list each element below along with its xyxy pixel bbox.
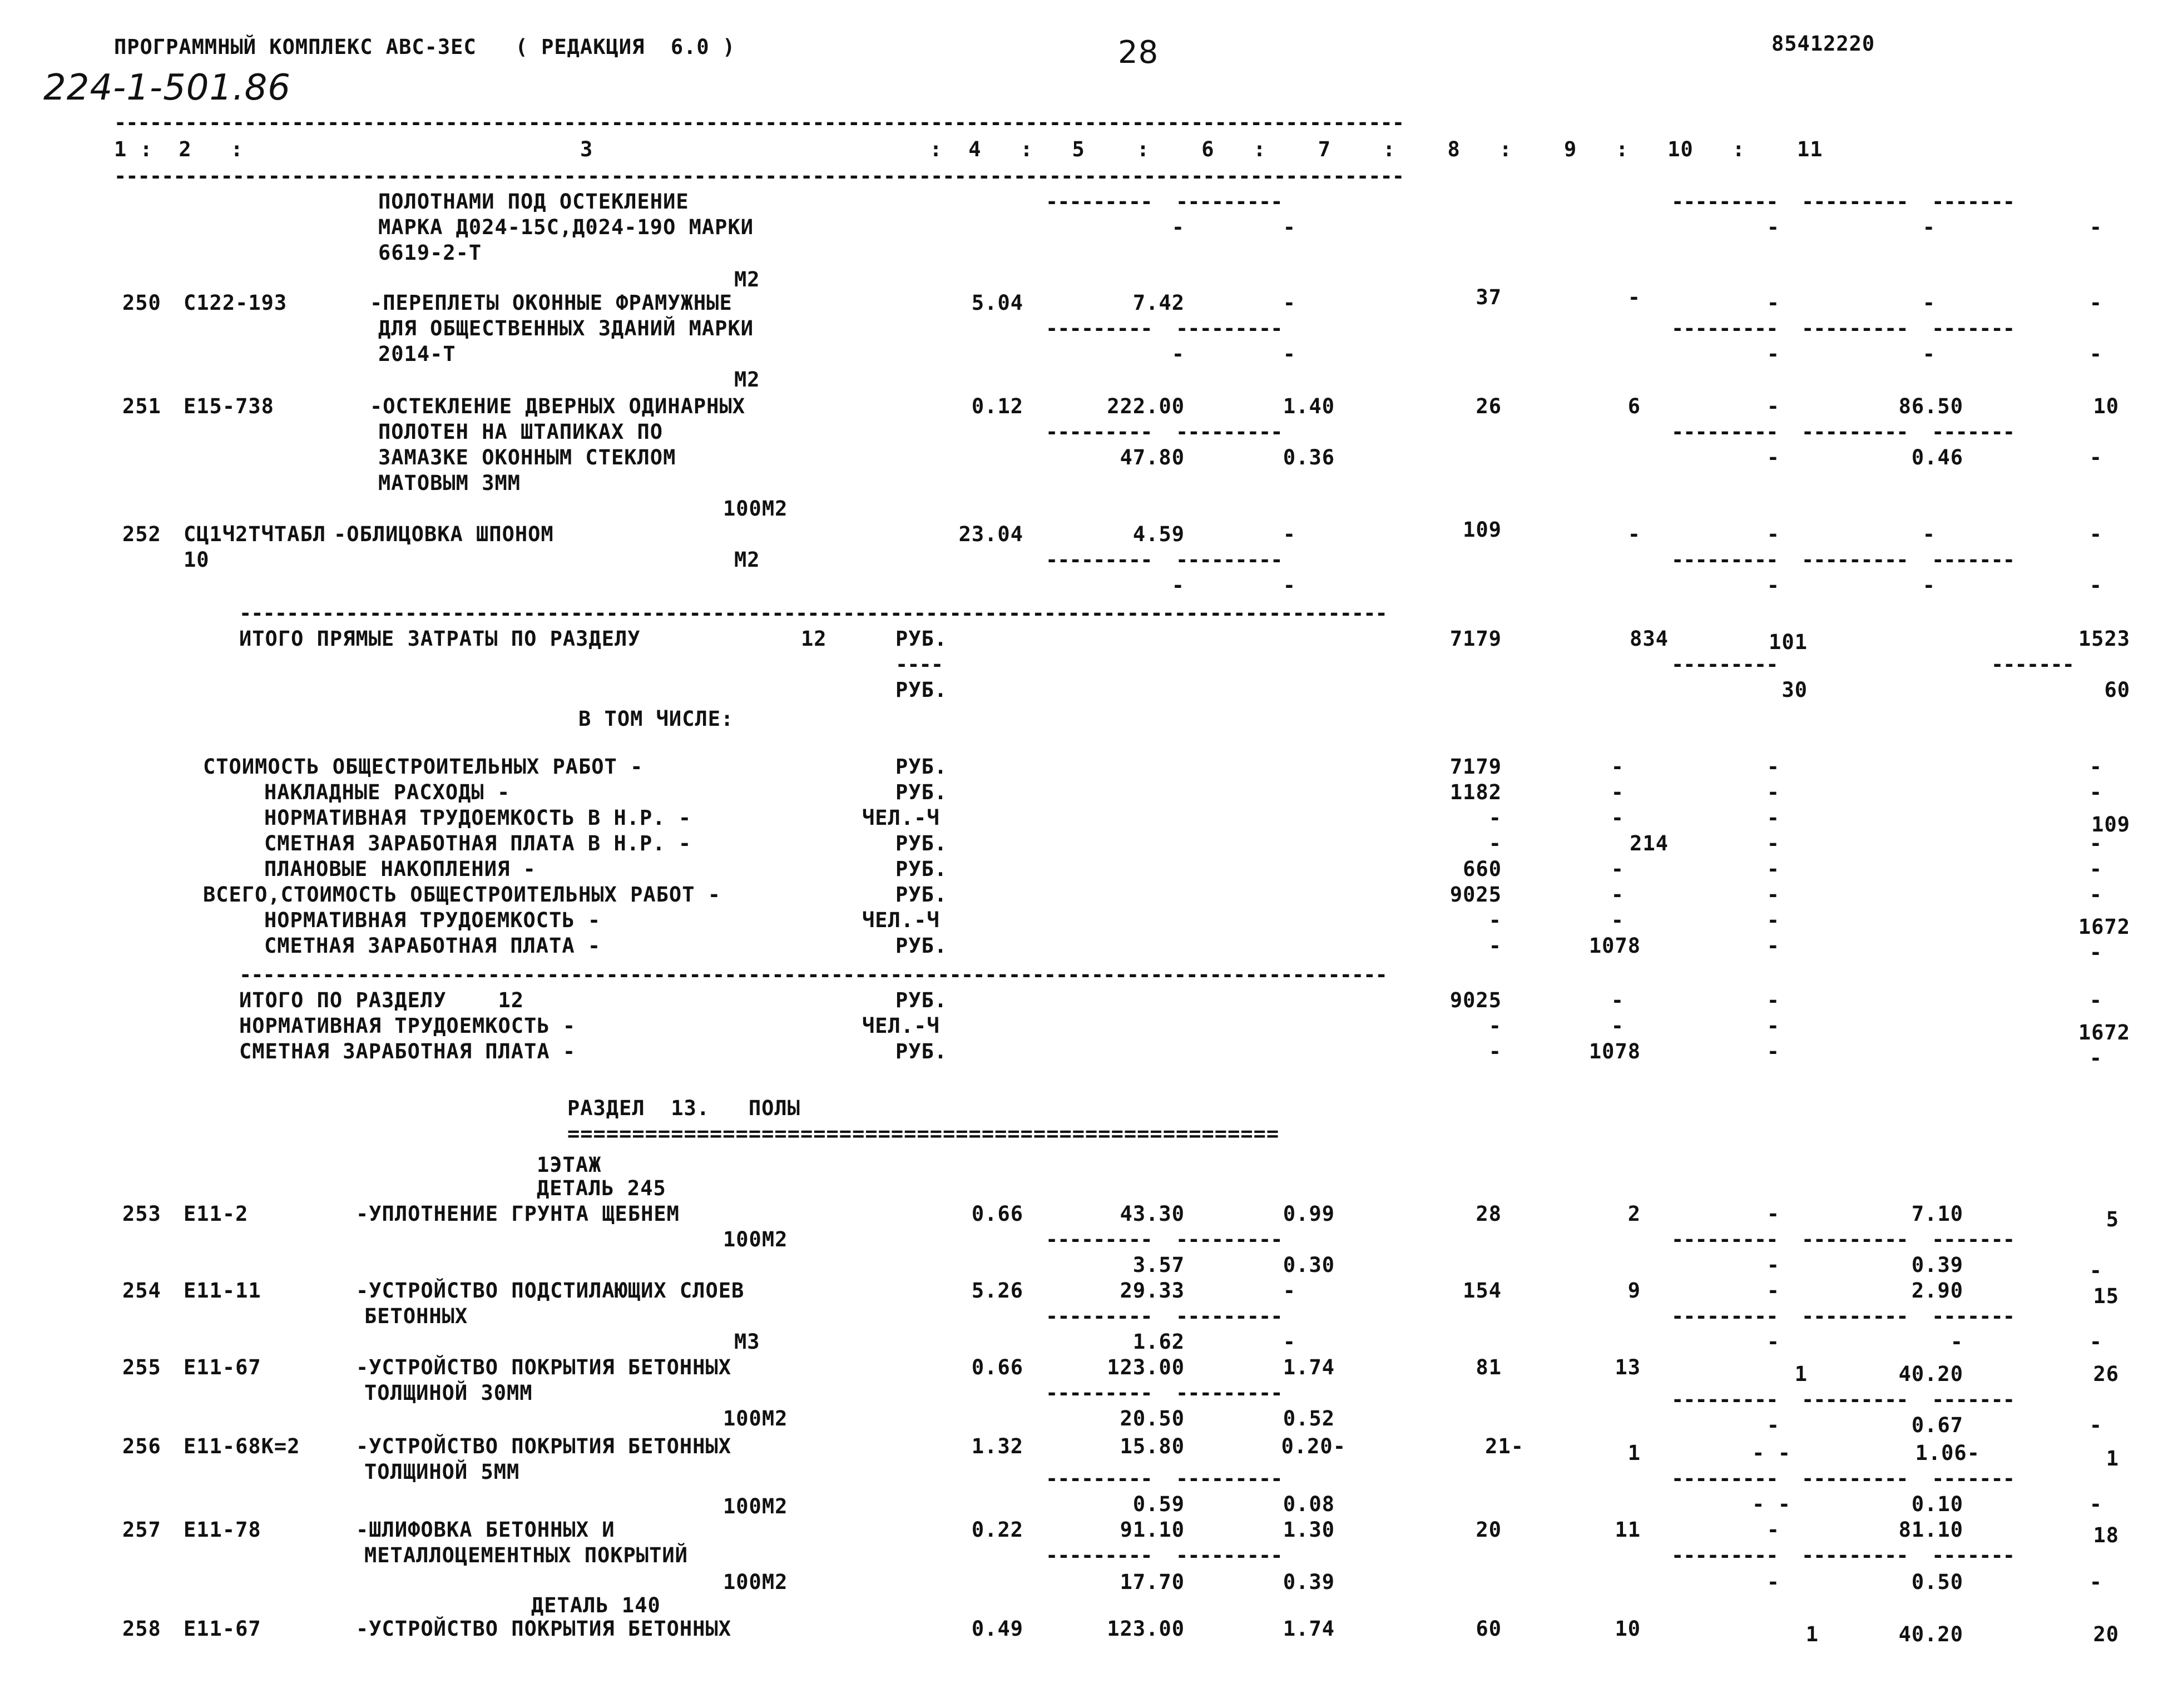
section-total-c7: 9025 (1449, 988, 1502, 1012)
item-desc-line: 2014-Т (378, 342, 456, 366)
section-total-c9: - (1766, 988, 1780, 1012)
item-code: Е11-2 (184, 1202, 249, 1226)
cell-c11: - (2089, 291, 2102, 315)
separator-line: ------------------------------------------------------------------------------------------------------------- (114, 164, 1404, 188)
cell-c7: 28 (1476, 1202, 1502, 1226)
item-unit: М2 (734, 548, 760, 572)
breakdown-c7: - (1488, 934, 1502, 958)
breakdown-c9: - (1766, 806, 1780, 830)
breakdown-label: НОРМАТИВНАЯ ТРУДОЕМКОСТЬ В Н.Р. - (264, 806, 692, 830)
col-10: 10 (1667, 137, 1694, 161)
cell-c11b: - (2089, 1492, 2102, 1516)
item-code: Е15-738 (184, 394, 274, 418)
cell-c9: - - (1752, 1441, 1791, 1465)
breakdown-c9: - (1766, 934, 1780, 958)
item-desc-line: МАРКА Д024-15С,Д024-19О МАРКИ (378, 215, 754, 239)
section-total-c11: - (2089, 988, 2102, 1012)
dash-rule: --------- --------- (1046, 316, 1283, 340)
item-desc-line: ТОЛЩИНОЙ 30ММ (364, 1381, 533, 1405)
item-unit: М2 (734, 268, 760, 291)
cell-c8: 10 (1615, 1617, 1641, 1641)
separator-line: ------------------------------------------------------------------------------------------------- (239, 601, 1387, 625)
breakdown-c8: 1078 (1588, 934, 1641, 958)
cell-c11b: - (2089, 1259, 2102, 1283)
total-direct-label: ИТОГО ПРЯМЫЕ ЗАТРАТЫ ПО РАЗДЕЛУ (239, 627, 641, 651)
cell-c10b: - (1950, 1330, 1963, 1354)
item-code: Е11-11 (184, 1279, 261, 1303)
col-7: 7 (1318, 137, 1332, 161)
item-number-cont: 10 (184, 548, 210, 572)
cell-c5b: 3.57 (1132, 1253, 1185, 1277)
dash-rule: --------- --------- ------- (1671, 1543, 2015, 1567)
cell-c10: 81.10 (1898, 1518, 1963, 1542)
breakdown-unit: РУБ. (895, 831, 948, 855)
section-total-unit: РУБ. (895, 1039, 948, 1063)
total-direct-c9: 101 (1769, 630, 1808, 654)
cell-c11: 20 (2093, 1622, 2119, 1646)
cell-c5: 123.00 (1107, 1355, 1185, 1379)
cell-c6b: 0.30 (1283, 1253, 1335, 1277)
cell-dash: - (2089, 342, 2102, 366)
cell-dash: - (2089, 215, 2102, 239)
cell-c6: 1.40 (1283, 394, 1335, 418)
cell-c4: 0.22 (971, 1518, 1023, 1542)
cell-c5: 29.33 (1120, 1279, 1185, 1303)
separator-line: ------------------------------------------------------------------------------------------------------------- (114, 111, 1404, 135)
cell-c11: 1 (2106, 1447, 2119, 1471)
cell-c9: - (1766, 1279, 1780, 1303)
cell-c9: - (1766, 394, 1780, 418)
item-desc-line: -ШЛИФОВКА БЕТОННЫХ И (356, 1518, 615, 1542)
cell-c6: - (1283, 1279, 1296, 1303)
breakdown-c8: - (1611, 908, 1624, 932)
item-desc-line: БЕТОННЫХ (364, 1304, 468, 1328)
cell-c6b: 0.39 (1283, 1570, 1335, 1594)
dash-rule: --------- --------- (1046, 1381, 1283, 1405)
breakdown-c8: - (1611, 806, 1624, 830)
cell-c10: 40.20 (1898, 1362, 1963, 1386)
section-total-c7: - (1488, 1039, 1502, 1063)
col-2: 2 (179, 137, 192, 161)
cell-c8: 11 (1615, 1518, 1641, 1542)
cell-c8: - (1627, 522, 1641, 546)
col-4: 4 (968, 137, 982, 161)
cell-c10b: 0.39 (1911, 1253, 1963, 1277)
item-number: 251 (122, 394, 161, 418)
item-desc-line: ПОЛОТНАМИ ПОД ОСТЕКЛЕНИЕ (378, 190, 689, 214)
breakdown-unit: РУБ. (895, 857, 948, 881)
cell-c9b: - (1766, 1413, 1780, 1437)
item-number: 254 (122, 1279, 161, 1303)
separator-line: ------------------------------------------------------------------------------------------------- (239, 963, 1387, 987)
cell-c6b: - (1283, 1330, 1296, 1354)
item-number: 250 (122, 291, 161, 315)
item-unit: М2 (734, 368, 760, 392)
cell-c4: 1.32 (971, 1434, 1023, 1458)
cell-c6: 1.74 (1283, 1355, 1335, 1379)
cell-c10: 7.10 (1911, 1202, 1963, 1226)
section-total-label: СМЕТНАЯ ЗАРАБОТНАЯ ПЛАТА - (239, 1039, 576, 1063)
dash-rule: --------- --------- ------- (1671, 420, 2015, 444)
cell-c8: 13 (1615, 1355, 1641, 1379)
cell-c5b: 47.80 (1120, 445, 1185, 469)
cell-c8: 1 (1627, 1441, 1641, 1465)
cell-c10b: 0.10 (1911, 1492, 1963, 1516)
cell-c9: - (1766, 522, 1780, 546)
breakdown-label: НОРМАТИВНАЯ ТРУДОЕМКОСТЬ - (264, 908, 601, 932)
dash-rule: --------- --------- ------- (1671, 1304, 2015, 1328)
cell-dash: - (1283, 215, 1296, 239)
cell-c5: 123.00 (1107, 1617, 1185, 1641)
breakdown-c11: - (2089, 857, 2102, 881)
breakdown-c8: - (1611, 883, 1624, 907)
item-unit: 100М2 (723, 1494, 788, 1518)
item-code: С122-193 (184, 291, 288, 315)
item-code: Е11-67 (184, 1617, 261, 1641)
cell-dash: - (1283, 573, 1296, 597)
section13-underline: ======================================================= (567, 1122, 1280, 1146)
col-1: 1 (114, 137, 127, 161)
section-total-c11: 1672 (2078, 1021, 2130, 1044)
program-title: ПРОГРАММНЫЙ КОМПЛЕКС АВС-3ЕС ( РЕДАКЦИЯ 6.0 ) (114, 35, 736, 59)
total-direct-section: 12 (801, 627, 827, 651)
item-desc-line: ПОЛОТЕН НА ШТАПИКАХ ПО (378, 420, 664, 444)
dash-rule: --------- --------- (1046, 420, 1283, 444)
cell-c6b: 0.52 (1283, 1407, 1335, 1430)
breakdown-c11: - (2089, 755, 2102, 779)
section-total-label: НОРМАТИВНАЯ ТРУДОЕМКОСТЬ - (239, 1014, 576, 1038)
item-desc-line: -УПЛОТНЕНИЕ ГРУНТА ЩЕБНЕМ (356, 1202, 680, 1226)
cell-c4: 0.66 (971, 1202, 1023, 1226)
item-desc-line: -ПЕРЕПЛЕТЫ ОКОННЫЕ ФРАМУЖНЫЕ (370, 291, 732, 315)
cell-dash: - (1766, 342, 1780, 366)
section-total-c8: 1078 (1588, 1039, 1641, 1063)
cell-dash: - (1171, 573, 1185, 597)
dash-rule: ------- (1991, 652, 2074, 676)
cell-c5: 15.80 (1120, 1434, 1185, 1458)
breakdown-c11: - (2089, 940, 2102, 964)
dash-rule: --------- --------- ------- (1671, 1388, 2015, 1412)
breakdown-label: ПЛАНОВЫЕ НАКОПЛЕНИЯ - (264, 857, 536, 881)
item-number: 255 (122, 1355, 161, 1379)
item-desc-line: МАТОВЫМ 3ММ (378, 471, 521, 495)
cell-dash: - (1922, 215, 1936, 239)
cell-c4: 0.12 (971, 394, 1023, 418)
section13-title: РАЗДЕЛ 13. ПОЛЫ (567, 1096, 800, 1120)
item-code: Е11-78 (184, 1518, 261, 1542)
cell-dash: - (1766, 573, 1780, 597)
dash-rule: --------- --------- (1046, 548, 1283, 572)
breakdown-label: СМЕТНАЯ ЗАРАБОТНАЯ ПЛАТА В Н.Р. - (264, 831, 692, 855)
section-total-c7: - (1488, 1014, 1502, 1038)
item-desc-line: -УСТРОЙСТВО ПОДСТИЛАЮЩИХ СЛОЕВ (356, 1279, 745, 1303)
cell-c9b: - (1766, 1570, 1780, 1594)
breakdown-c9: - (1766, 908, 1780, 932)
breakdown-unit: ЧЕЛ.-Ч (862, 806, 940, 830)
item-desc-line: МЕТАЛЛОЦЕМЕНТНЫХ ПОКРЫТИЙ (364, 1543, 688, 1567)
breakdown-c8: - (1611, 780, 1624, 804)
breakdown-c8: 214 (1630, 831, 1669, 855)
total-direct-c9b: 30 (1781, 678, 1808, 702)
detail-label: ДЕТАЛЬ 245 (537, 1176, 666, 1200)
breakdown-c7: 7179 (1449, 755, 1502, 779)
cell-dash: - (1171, 342, 1185, 366)
dash-rule: ---- (895, 652, 943, 676)
item-desc-line: -УСТРОЙСТВО ПОКРЫТИЯ БЕТОННЫХ (356, 1617, 732, 1641)
cell-c9: - (1766, 291, 1780, 315)
item-number: 256 (122, 1434, 161, 1458)
col-11: 11 (1797, 137, 1823, 161)
cell-c5b: 1.62 (1132, 1330, 1185, 1354)
cell-c9: 1 (1805, 1622, 1819, 1646)
total-direct-c11: 1523 (2078, 627, 2130, 651)
breakdown-label: СМЕТНАЯ ЗАРАБОТНАЯ ПЛАТА - (264, 934, 601, 958)
item-unit: 100М2 (723, 1570, 788, 1594)
item-code: Е11-67 (184, 1355, 261, 1379)
cell-c11: 26 (2093, 1362, 2119, 1386)
cell-dash: - (1171, 215, 1185, 239)
cell-c7: 20 (1476, 1518, 1502, 1542)
cell-c7: 154 (1463, 1279, 1502, 1303)
breakdown-c11: 1672 (2078, 915, 2130, 939)
cell-dash: - (2089, 573, 2102, 597)
item-desc-line: ЗАМАЗКЕ ОКОННЫМ СТЕКЛОМ (378, 445, 676, 469)
breakdown-unit: РУБ. (895, 755, 948, 779)
item-desc-line: 6619-2-Т (378, 241, 482, 265)
cell-c10b: 0.67 (1911, 1413, 1963, 1437)
item-code: Е11-68К=2 (184, 1434, 300, 1458)
breakdown-c7: 1182 (1449, 780, 1502, 804)
dash-rule: --------- --------- ------- (1671, 548, 2015, 572)
breakdown-c9: - (1766, 780, 1780, 804)
cell-c5: 43.30 (1120, 1202, 1185, 1226)
dash-rule: --------- --------- (1046, 190, 1283, 214)
item-number: 253 (122, 1202, 161, 1226)
item-desc-line: -УСТРОЙСТВО ПОКРЫТИЯ БЕТОННЫХ (356, 1355, 732, 1379)
item-number: 257 (122, 1518, 161, 1542)
cell-c9b: - - (1752, 1492, 1791, 1516)
cell-c11b: - (2089, 1413, 2102, 1437)
dash-rule: --------- --------- (1046, 1227, 1283, 1251)
item-number: 252 (122, 522, 161, 546)
breakdown-c9: - (1766, 831, 1780, 855)
cell-c11: 15 (2093, 1284, 2119, 1308)
col-3: 3 (580, 137, 593, 161)
cell-c8: 2 (1627, 1202, 1641, 1226)
item-desc-line: ТОЛЩИНОЙ 5ММ (364, 1460, 520, 1484)
cell-c5: 7.42 (1132, 291, 1185, 315)
cell-c10: - (1922, 291, 1936, 315)
cell-c10: 2.90 (1911, 1279, 1963, 1303)
item-unit: М3 (734, 1330, 760, 1354)
dash-rule: --------- --------- (1046, 1304, 1283, 1328)
cell-dash: - (1283, 342, 1296, 366)
col-8: 8 (1447, 137, 1461, 161)
cell-c8: 6 (1627, 394, 1641, 418)
item-unit: 100М2 (723, 497, 788, 521)
section-total-c8: - (1611, 1014, 1624, 1038)
cell-c4: 5.04 (971, 291, 1023, 315)
cell-c6b: 0.36 (1283, 445, 1335, 469)
cell-c6b: 0.08 (1283, 1492, 1335, 1516)
cell-c6: 0.20- (1281, 1434, 1346, 1458)
cell-c4: 0.66 (971, 1355, 1023, 1379)
cell-dash: - (1922, 573, 1936, 597)
cell-dash: - (1766, 445, 1780, 469)
cell-c7: 37 (1476, 285, 1502, 309)
breakdown-c9: - (1766, 857, 1780, 881)
section-total-unit: РУБ. (895, 988, 948, 1012)
cell-c10b: 0.50 (1911, 1570, 1963, 1594)
cell-c6: - (1283, 522, 1296, 546)
cell-c6: 1.30 (1283, 1518, 1335, 1542)
cell-c11: 10 (2093, 394, 2119, 418)
cell-c11: 18 (2093, 1523, 2119, 1547)
total-direct-c7: 7179 (1449, 627, 1502, 651)
cell-c6: 0.99 (1283, 1202, 1335, 1226)
section-total-c9: - (1766, 1039, 1780, 1063)
breakdown-c9: - (1766, 755, 1780, 779)
cell-dash: - (1766, 215, 1780, 239)
cell-c9b: - (1766, 1253, 1780, 1277)
col-9: 9 (1564, 137, 1577, 161)
cell-c10: 86.50 (1898, 394, 1963, 418)
breakdown-c9: - (1766, 883, 1780, 907)
item-desc-line: -ОБЛИЦОВКА ШПОНОМ (334, 522, 554, 546)
cell-c4: 5.26 (971, 1279, 1023, 1303)
cell-c11: - (2089, 522, 2102, 546)
item-desc-line: -ОСТЕКЛЕНИЕ ДВЕРНЫХ ОДИНАРНЫХ (370, 394, 746, 418)
dash-rule: --------- --------- ------- (1671, 1467, 2015, 1491)
breakdown-c8: - (1611, 755, 1624, 779)
total-direct-unit2: РУБ. (895, 678, 948, 702)
breakdown-unit: ЧЕЛ.-Ч (862, 908, 940, 932)
item-unit: 100М2 (723, 1227, 788, 1251)
breakdown-label: ВСЕГО,СТОИМОСТЬ ОБЩЕСТРОИТЕЛЬНЫХ РАБОТ - (203, 883, 721, 907)
breakdown-c8: - (1611, 857, 1624, 881)
item-desc-line: ДЛЯ ОБЩЕСТВЕННЫХ ЗДАНИЙ МАРКИ (378, 316, 754, 340)
page-number: 28 (1118, 34, 1159, 71)
cell-c7: 81 (1476, 1355, 1502, 1379)
cell-c11b: - (2089, 1570, 2102, 1594)
breakdown-c11: - (2089, 883, 2102, 907)
dash-rule: --------- --------- ------- (1671, 1227, 2015, 1251)
handwritten-code: 224-1-501.86 (43, 67, 291, 108)
cell-c7: 60 (1476, 1617, 1502, 1641)
section-total-label: ИТОГО ПО РАЗДЕЛУ 12 (239, 988, 524, 1012)
including-label: В ТОМ ЧИСЛЕ: (578, 707, 734, 731)
cell-c4: 23.04 (958, 522, 1023, 546)
section-total-c8: - (1611, 988, 1624, 1012)
breakdown-unit: РУБ. (895, 934, 948, 958)
col-6: 6 (1201, 137, 1215, 161)
cell-dash: - (2089, 445, 2102, 469)
total-direct-unit: РУБ. (895, 627, 948, 651)
breakdown-c7: - (1488, 831, 1502, 855)
cell-c10: 40.20 (1898, 1622, 1963, 1646)
dash-rule: --------- (1671, 652, 1778, 676)
dash-rule: --------- --------- (1046, 1543, 1283, 1567)
cell-c8: - (1627, 285, 1641, 309)
col-5: 5 (1072, 137, 1085, 161)
cell-c9: 1 (1794, 1362, 1808, 1386)
cell-c5: 222.00 (1107, 394, 1185, 418)
document-code: 85412220 (1771, 32, 1875, 56)
breakdown-label: НАКЛАДНЫЕ РАСХОДЫ - (264, 780, 511, 804)
dash-rule: --------- --------- ------- (1671, 316, 2015, 340)
cell-c10: 1.06- (1915, 1441, 1980, 1465)
item-number: 258 (122, 1617, 161, 1641)
breakdown-unit: РУБ. (895, 883, 948, 907)
breakdown-c11: - (2089, 831, 2102, 855)
total-direct-c11b: 60 (2104, 678, 2130, 702)
cell-c6: - (1283, 291, 1296, 315)
breakdown-c11: - (2089, 780, 2102, 804)
section-total-c9: - (1766, 1014, 1780, 1038)
cell-c10: - (1922, 522, 1936, 546)
dash-rule: --------- --------- ------- (1671, 190, 2015, 214)
cell-c7: 21- (1485, 1434, 1524, 1458)
floor-label: 1ЭТАЖ (537, 1153, 602, 1177)
breakdown-c7: - (1488, 806, 1502, 830)
cell-c10b: 0.46 (1911, 445, 1963, 469)
column-header-row: 1 : 2 : 3 : 4 : 5 : 6 : 7 : 8 : 9 : 10 : 11 (114, 137, 1823, 161)
cell-c5b: 17.70 (1120, 1570, 1185, 1594)
cell-c7: 26 (1476, 394, 1502, 418)
cell-c5b: 20.50 (1120, 1407, 1185, 1430)
cell-c9: - (1766, 1518, 1780, 1542)
cell-c8: 9 (1627, 1279, 1641, 1303)
breakdown-c7: 9025 (1449, 883, 1502, 907)
dash-rule: --------- --------- (1046, 1467, 1283, 1491)
cell-c5b: 0.59 (1132, 1492, 1185, 1516)
cell-c9: - (1766, 1202, 1780, 1226)
breakdown-unit: РУБ. (895, 780, 948, 804)
section-total-c11: - (2089, 1046, 2102, 1070)
item-unit: 100М2 (723, 1407, 788, 1430)
cell-c9b: - (1766, 1330, 1780, 1354)
cell-c4: 0.49 (971, 1617, 1023, 1641)
cell-c11b: - (2089, 1330, 2102, 1354)
cell-c7: 109 (1463, 518, 1502, 542)
breakdown-label: СТОИМОСТЬ ОБЩЕСТРОИТЕЛЬНЫХ РАБОТ - (203, 755, 644, 779)
total-direct-c8: 834 (1630, 627, 1669, 651)
cell-c11: 5 (2106, 1207, 2119, 1231)
cell-dash: - (1922, 342, 1936, 366)
breakdown-c7: 660 (1463, 857, 1502, 881)
breakdown-c7: - (1488, 908, 1502, 932)
cell-c5: 91.10 (1120, 1518, 1185, 1542)
breakdown-c11: 109 (2091, 813, 2130, 836)
cell-c6: 1.74 (1283, 1617, 1335, 1641)
item-desc-line: -УСТРОЙСТВО ПОКРЫТИЯ БЕТОННЫХ (356, 1434, 732, 1458)
detail-label: ДЕТАЛЬ 140 (531, 1593, 661, 1617)
cell-c5: 4.59 (1132, 522, 1185, 546)
section-total-unit: ЧЕЛ.-Ч (862, 1014, 940, 1038)
item-code: СЦ1Ч2ТЧТАБЛ (184, 522, 326, 546)
